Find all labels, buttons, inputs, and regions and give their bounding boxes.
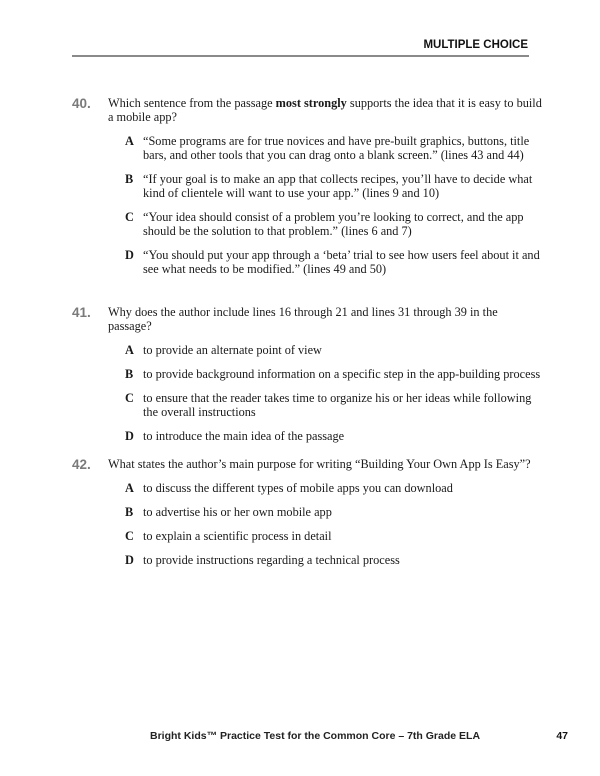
option-text: to introduce the main idea of the passage (143, 429, 345, 443)
answer-option-c[interactable] (125, 391, 542, 419)
question-42 (72, 457, 542, 577)
answer-option-a[interactable] (125, 134, 542, 162)
option-letter: B (125, 505, 134, 519)
answer-option-b[interactable] (125, 367, 542, 381)
question-number: 40. (72, 96, 91, 111)
option-letter: C (125, 391, 134, 405)
answer-options (125, 481, 542, 567)
answer-option-b[interactable] (125, 505, 542, 519)
question-41 (72, 305, 542, 453)
option-text: to discuss the different types of mobile apps you can download (143, 481, 453, 495)
question-text: What states the author’s main purpose for writing “Building Your Own App Is Easy”? (108, 457, 531, 471)
page-number: 47 (556, 730, 568, 742)
footer-title: Bright Kids™ Practice Test for the Common Core – 7th Grade ELA (150, 730, 481, 742)
question-emphasis: most strongly (275, 96, 347, 110)
option-text: to provide instructions regarding a technical process (143, 553, 400, 567)
question-number: 41. (72, 305, 91, 320)
answer-option-d[interactable] (125, 248, 542, 276)
option-text: “You should put your app through a ‘beta’ trial to see how users feel about it and see what needs to be modified.” (lines 49 and 50) (143, 248, 540, 276)
header-divider (72, 55, 529, 57)
section-title: MULTIPLE CHOICE (423, 39, 528, 51)
answer-option-d[interactable] (125, 553, 542, 567)
option-text: “Some programs are for true novices and have pre-built graphics, buttons, title bars, and other tools that you can drag onto a blank screen.” (lines 43 and 44) (143, 134, 530, 162)
option-text: to provide an alternate point of view (143, 343, 322, 357)
option-text: “If your goal is to make an app that collects recipes, you’ll have to decide what kind of clientele will want to use your app.” (lines 9 and 10) (143, 172, 533, 200)
question-text-part: Which sentence from the passage (108, 96, 276, 110)
option-letter: D (125, 553, 134, 567)
question-number: 42. (72, 457, 91, 472)
answer-option-c[interactable] (125, 529, 542, 543)
answer-option-b[interactable] (125, 172, 542, 200)
answer-options (125, 343, 542, 443)
question-40 (72, 96, 542, 286)
option-text: “Your idea should consist of a problem you’re looking to correct, and the app should be the solution to that problem.” (lines 6 and 7) (143, 210, 524, 238)
option-text: to ensure that the reader takes time to organize his or her ideas while following the overall instructions (143, 391, 532, 419)
question-text (108, 96, 542, 124)
question-text: Why does the author include lines 16 through 21 and lines 31 through 39 in the passage? (108, 305, 498, 333)
option-text: to provide background information on a specific step in the app-building process (143, 367, 541, 381)
option-letter: B (125, 172, 134, 186)
option-letter: A (125, 343, 134, 357)
option-letter: B (125, 367, 134, 381)
option-letter: A (125, 134, 134, 148)
option-letter: D (125, 248, 134, 262)
option-letter: D (125, 429, 134, 443)
option-text: to advertise his or her own mobile app (143, 505, 332, 519)
option-text: to explain a scientific process in detail (143, 529, 332, 543)
option-letter: C (125, 210, 134, 224)
answer-options (125, 134, 542, 276)
answer-option-c[interactable] (125, 210, 542, 238)
question-text-part: supports the idea that it is easy to build a mobile app? (108, 96, 542, 124)
answer-option-a[interactable] (125, 343, 542, 357)
answer-option-d[interactable] (125, 429, 542, 443)
option-letter: A (125, 481, 134, 495)
option-letter: C (125, 529, 134, 543)
answer-option-a[interactable] (125, 481, 542, 495)
